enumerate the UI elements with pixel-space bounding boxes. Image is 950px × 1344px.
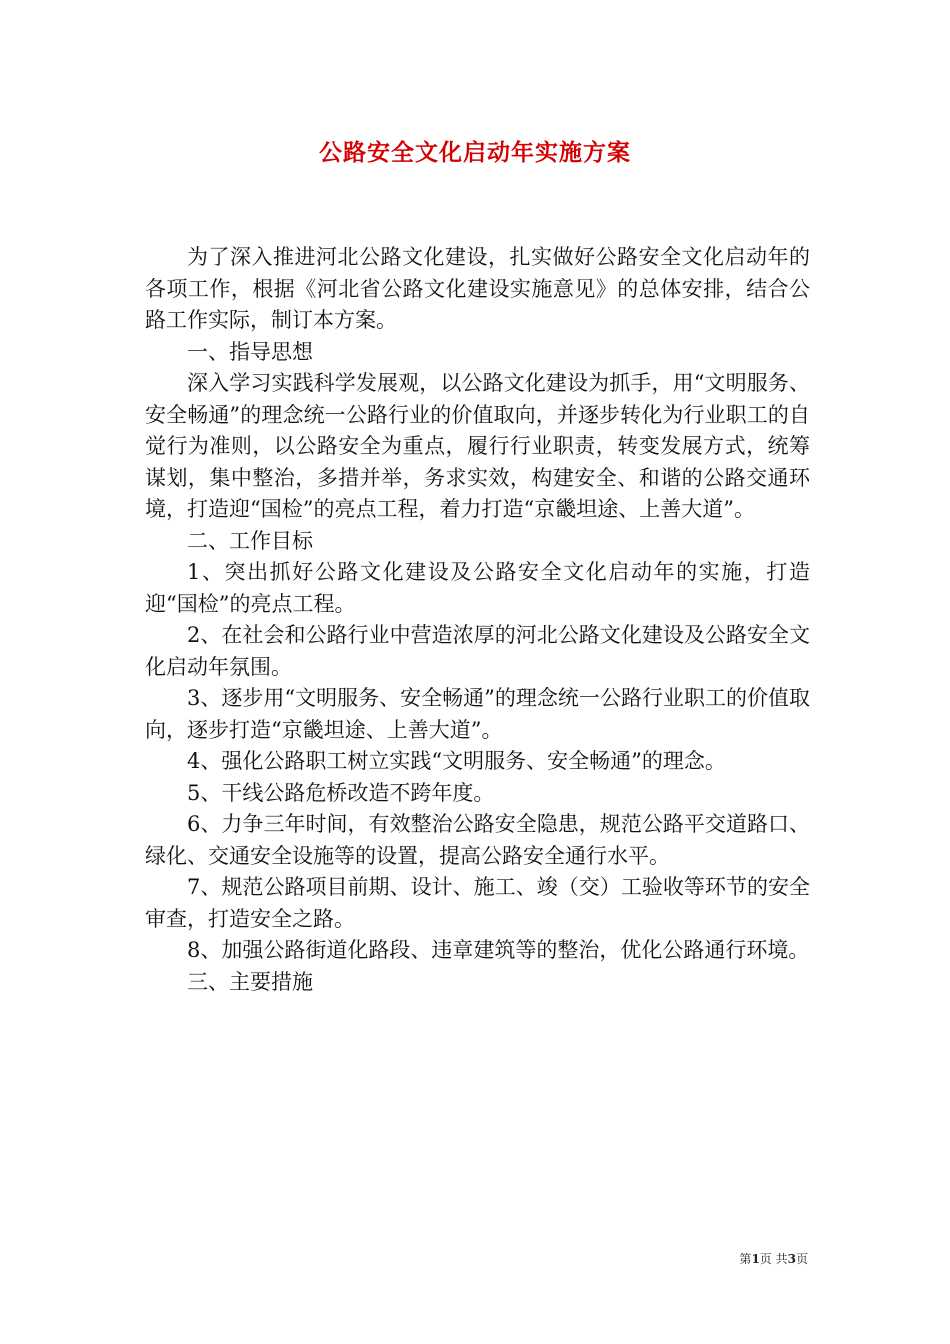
- footer-prefix: 第: [739, 1252, 752, 1266]
- paragraph-guiding-ideology: 深入学习实践科学发展观，以公路文化建设为抓手，用“文明服务、安全畅通”的理念统一公路行业的价值取向，并逐步转化为行业职工的自觉行为准则，以公路安全为重点，履行行业职责，转变发展方式，统筹谋划，集中整治，多措并举，务求实效，构建安全、和谐的公路交通环境，打造迎“国检”的亮点工程，着力打造“京畿坦途、上善大道”。: [145, 371, 810, 521]
- goal-item-2: 2、在社会和公路行业中营造浓厚的河北公路文化建设及公路安全文化启动年氛围。: [145, 623, 810, 679]
- goal-item-3: 3、逐步用“文明服务、安全畅通”的理念统一公路行业职工的价值取向，逐步打造“京畿坦途、上善大道”。: [145, 686, 810, 742]
- page-footer: [739, 1250, 808, 1267]
- document-title: 公路安全文化启动年实施方案: [319, 139, 631, 166]
- footer-suffix: 页: [795, 1252, 808, 1266]
- heading-guiding-ideology: 一、指导思想: [187, 339, 313, 364]
- footer-page-number: 1: [751, 1252, 760, 1266]
- heading-work-goals: 二、工作目标: [187, 528, 313, 553]
- footer-page-total: 3: [787, 1252, 796, 1266]
- heading-main-measures: 三、主要措施: [187, 969, 313, 994]
- document-body: [145, 242, 810, 998]
- goal-item-7: 7、规范公路项目前期、设计、施工、竣（交）工验收等环节的安全审查，打造安全之路。: [145, 875, 810, 931]
- goal-item-1: 1、突出抓好公路文化建设及公路安全文化启动年的实施，打造迎“国检”的亮点工程。: [145, 560, 810, 616]
- goal-item-5: 5、干线公路危桥改造不跨年度。: [187, 780, 495, 805]
- goal-item-4: 4、强化公路职工树立实践“文明服务、安全畅通”的理念。: [187, 749, 726, 773]
- goal-item-8: 8、加强公路街道化路段、违章建筑等的整治，优化公路通行环境。: [187, 938, 810, 962]
- footer-mid: 页 共: [759, 1252, 788, 1266]
- paragraph-intro: 为了深入推进河北公路文化建设，扎实做好公路安全文化启动年的各项工作，根据《河北省公路文化建设实施意见》的总体安排，结合公路工作实际，制订本方案。: [145, 245, 810, 332]
- goal-item-6: 6、力争三年时间，有效整治公路安全隐患，规范公路平交道路口、绿化、交通安全设施等的设置，提高公路安全通行水平。: [145, 812, 810, 868]
